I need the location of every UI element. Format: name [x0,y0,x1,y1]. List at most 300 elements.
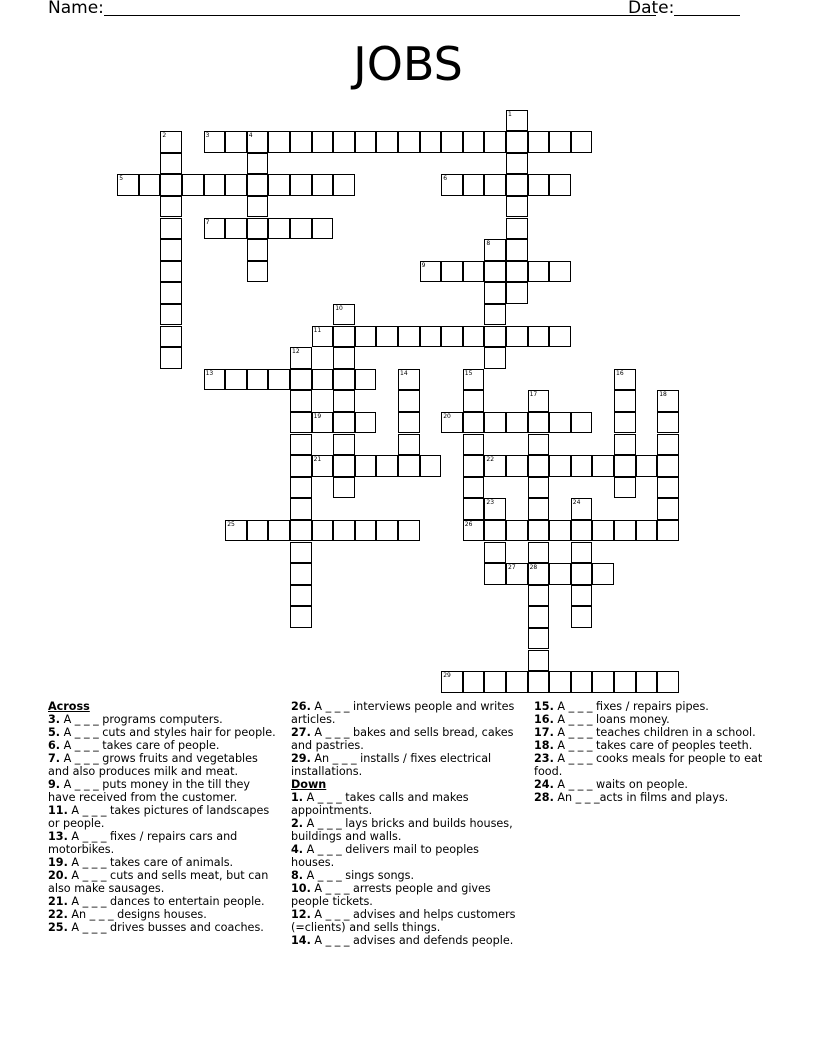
crossword-cell[interactable] [160,347,182,369]
crossword-cell[interactable] [636,520,658,542]
crossword-cell[interactable] [463,671,485,693]
crossword-cell[interactable] [441,174,463,196]
crossword-cell[interactable] [614,434,636,456]
crossword-cell[interactable] [528,434,550,456]
clue-number-label: 10. [291,882,311,895]
crossword-cell[interactable] [290,412,312,434]
crossword-cell[interactable] [333,477,355,499]
clue-text: A _ _ _ advises and defends people. [310,934,514,947]
crossword-cell[interactable] [268,218,290,240]
crossword-cell[interactable] [247,174,269,196]
crossword-cell[interactable] [398,412,420,434]
crossword-cell[interactable] [506,282,528,304]
crossword-cell[interactable] [420,326,442,348]
crossword-cell[interactable] [506,412,528,434]
clues-column-3 [534,700,766,804]
clue-number-label: 16. [534,713,554,726]
crossword-cell[interactable] [247,153,269,175]
clue-text: A _ _ _ interviews people and writes articles. [291,700,515,726]
crossword-cell[interactable] [463,369,485,391]
clue-number-label: 20. [48,869,68,882]
crossword-cell[interactable] [463,390,485,412]
clue-number-label: 5. [48,726,61,739]
clue-item [291,882,523,908]
crossword-cell[interactable] [528,390,550,412]
crossword-cell[interactable] [657,520,679,542]
crossword-cell[interactable] [528,585,550,607]
crossword-cell[interactable] [463,434,485,456]
page-title: JOBS [353,37,463,91]
clue-item [534,739,766,752]
crossword-cell[interactable] [571,606,593,628]
crossword-cell[interactable] [549,520,571,542]
crossword-cell[interactable] [592,563,614,585]
crossword-cell[interactable] [312,218,334,240]
crossword-cell[interactable] [592,455,614,477]
clue-text: An _ _ _ installs / fixes electrical installations. [291,752,492,778]
crossword-cell[interactable] [506,153,528,175]
clue-text: A _ _ _ takes care of animals. [67,856,234,869]
clue-item [291,700,523,726]
clue-text: A _ _ _ loans money. [553,713,670,726]
crossword-cell[interactable] [290,542,312,564]
clue-item [291,726,523,752]
crossword-cell[interactable] [268,174,290,196]
crossword-cell[interactable] [571,542,593,564]
crossword-cell[interactable] [312,520,334,542]
clue-number-label: 22. [48,908,68,921]
crossword-cell[interactable] [333,326,355,348]
clue-number: 5 [119,175,124,183]
crossword-cell[interactable] [225,174,247,196]
clue-item [48,726,280,739]
crossword-cell[interactable] [657,498,679,520]
clue-number-label: 28. [534,791,554,804]
crossword-cell[interactable] [355,412,377,434]
clue-number: 3 [205,132,210,140]
clue-number: 12 [292,348,300,356]
crossword-cell[interactable] [657,455,679,477]
clue-number-label: 2. [291,817,304,830]
crossword-cell[interactable] [463,174,485,196]
clue-text: A _ _ _ drives busses and coaches. [67,921,264,934]
crossword-cell[interactable] [484,326,506,348]
clue-text: A _ _ _ lays bricks and builds houses, buildings and walls. [291,817,513,843]
crossword-cell[interactable] [398,390,420,412]
clue-number: 20 [443,412,451,420]
clue-item [291,817,523,843]
crossword-cell[interactable] [614,671,636,693]
crossword-cell[interactable] [657,412,679,434]
crossword-cell[interactable] [463,477,485,499]
crossword-cell[interactable] [225,218,247,240]
crossword-cell[interactable] [333,369,355,391]
clue-text: A _ _ _ fixes / repairs cars and motorbikes. [48,830,238,856]
crossword-cell[interactable] [398,520,420,542]
crossword-cell[interactable] [355,326,377,348]
crossword-cell[interactable] [312,369,334,391]
crossword-cell[interactable] [614,455,636,477]
crossword-cell[interactable] [463,261,485,283]
crossword-cell[interactable] [312,455,334,477]
clue-item [48,869,280,895]
crossword-cell[interactable] [657,477,679,499]
clue-number: 7 [205,218,210,226]
crossword-cell[interactable] [506,239,528,261]
crossword-cell[interactable] [484,347,506,369]
clue-text: A _ _ _ cuts and styles hair for people. [60,726,276,739]
clue-number: 26 [464,520,473,528]
crossword-cell[interactable] [528,326,550,348]
crossword-cell[interactable] [247,520,269,542]
crossword-cell[interactable] [636,455,658,477]
crossword-cell[interactable] [549,563,571,585]
clue-item [48,895,280,908]
crossword-cell[interactable] [571,131,593,153]
crossword-cell[interactable] [484,304,506,326]
crossword-cell[interactable] [204,174,226,196]
crossword-cell[interactable] [355,131,377,153]
crossword-cell[interactable] [441,326,463,348]
clue-number-label: 26. [291,700,311,713]
crossword-cell[interactable] [247,131,269,153]
crossword-cell[interactable] [290,347,312,369]
crossword-cell[interactable] [247,239,269,261]
crossword-cell[interactable] [333,304,355,326]
crossword-cell[interactable] [549,326,571,348]
crossword-cell[interactable] [420,455,442,477]
clue-text: A _ _ _ teaches children in a school. [553,726,756,739]
crossword-cell[interactable] [290,218,312,240]
crossword-cell[interactable] [528,628,550,650]
crossword-cell[interactable] [225,131,247,153]
crossword-cell[interactable] [355,455,377,477]
crossword-cell[interactable] [506,671,528,693]
crossword-cell[interactable] [355,369,377,391]
clue-item [48,778,280,804]
clue-item [534,778,766,791]
crossword-cell[interactable] [247,369,269,391]
crossword-cell[interactable] [506,520,528,542]
crossword-cell[interactable] [441,131,463,153]
crossword-cell[interactable] [506,455,528,477]
crossword-cell[interactable] [484,671,506,693]
clue-number: 8 [486,240,491,248]
crossword-cell[interactable] [160,304,182,326]
clue-number: 16 [616,369,624,377]
crossword-cell[interactable] [528,174,550,196]
crossword-cell[interactable] [506,563,528,585]
clue-number: 17 [529,391,538,399]
crossword-cell[interactable] [182,174,204,196]
crossword-cell[interactable] [290,455,312,477]
crossword-cell[interactable] [592,520,614,542]
clue-item [291,843,523,869]
crossword-cell[interactable] [268,520,290,542]
clue-item [534,791,766,804]
crossword-cell[interactable] [463,412,485,434]
crossword-cell[interactable] [614,369,636,391]
crossword-cell[interactable] [290,498,312,520]
clue-item [48,713,280,726]
clue-number-label: 18. [534,739,554,752]
crossword-cell[interactable] [290,606,312,628]
clue-number: 27 [508,564,516,572]
crossword-cell[interactable] [333,520,355,542]
crossword-cell[interactable] [571,455,593,477]
crossword-cell[interactable] [420,261,442,283]
crossword-cell[interactable] [506,261,528,283]
crossword-cell[interactable] [204,218,226,240]
crossword-cell[interactable] [441,671,463,693]
crossword-cell[interactable] [657,434,679,456]
crossword-cell[interactable] [290,131,312,153]
crossword-cell[interactable] [571,563,593,585]
crossword-cell[interactable] [333,412,355,434]
clue-number: 9 [421,261,426,269]
crossword-cell[interactable] [355,520,377,542]
crossword-cell[interactable] [571,412,593,434]
crossword-cell[interactable] [657,671,679,693]
crossword-cell[interactable] [290,563,312,585]
clue-number-label: 3. [48,713,61,726]
crossword-cell[interactable] [290,520,312,542]
clue-item [48,921,280,934]
clue-item [48,830,280,856]
clue-number-label: 11. [48,804,68,817]
crossword-cell[interactable] [571,498,593,520]
clue-number-label: 14. [291,934,311,947]
crossword-cell[interactable] [506,174,528,196]
crossword-cell[interactable] [139,174,161,196]
crossword-cell[interactable] [376,326,398,348]
crossword-cell[interactable] [549,671,571,693]
clue-number-label: 9. [48,778,61,791]
crossword-cell[interactable] [398,455,420,477]
crossword-cell[interactable] [160,282,182,304]
crossword-cell[interactable] [549,455,571,477]
crossword-cell[interactable] [312,412,334,434]
crossword-cell[interactable] [571,520,593,542]
crossword-cell[interactable] [484,239,506,261]
crossword-cell[interactable] [247,218,269,240]
crossword-cell[interactable] [268,369,290,391]
crossword-cell[interactable] [312,326,334,348]
crossword-cell[interactable] [463,520,485,542]
crossword-cell[interactable] [528,542,550,564]
crossword-cell[interactable] [528,477,550,499]
clue-number: 15 [464,369,473,377]
crossword-cell[interactable] [290,434,312,456]
crossword-cell[interactable] [506,326,528,348]
crossword-cell[interactable] [398,326,420,348]
clue-number-label: 24. [534,778,554,791]
crossword-cell[interactable] [376,520,398,542]
clue-number: 11 [313,326,322,334]
crossword-cell[interactable] [528,563,550,585]
crossword-cell[interactable] [528,671,550,693]
crossword-cell[interactable] [441,261,463,283]
crossword-cell[interactable] [549,412,571,434]
crossword-cell[interactable] [333,390,355,412]
clue-number-label: 6. [48,739,61,752]
clue-number-label: 25. [48,921,68,934]
crossword-cell[interactable] [484,542,506,564]
crossword-cell[interactable] [420,131,442,153]
clue-item [291,791,523,817]
clue-text: An _ _ _acts in films and plays. [553,791,729,804]
crossword-cell[interactable] [376,131,398,153]
clue-number-label: 12. [291,908,311,921]
crossword-cell[interactable] [506,110,528,132]
crossword-cell[interactable] [160,131,182,153]
clue-number: 18 [659,391,667,399]
across-heading: Across [48,700,90,713]
crossword-cell[interactable] [484,131,506,153]
clue-number-label: 17. [534,726,554,739]
clue-text: A _ _ _ grows fruits and vegetables and also produces milk and meat. [48,752,258,778]
name-label: Name: [48,0,104,18]
crossword-cell[interactable] [160,196,182,218]
crossword-cell[interactable] [290,174,312,196]
crossword-cell[interactable] [484,261,506,283]
crossword-cell[interactable] [225,520,247,542]
crossword-cell[interactable] [484,282,506,304]
crossword-cell[interactable] [333,434,355,456]
clue-text: A _ _ _ takes care of people. [60,739,220,752]
crossword-cell[interactable] [657,390,679,412]
clue-number: 6 [443,175,448,183]
crossword-cell[interactable] [484,412,506,434]
clue-number-label: 4. [291,843,304,856]
crossword-cell[interactable] [333,455,355,477]
crossword-cell[interactable] [225,369,247,391]
crossword-cell[interactable] [268,131,290,153]
crossword-cell[interactable] [549,131,571,153]
crossword-cell[interactable] [290,477,312,499]
clue-number-label: 23. [534,752,554,765]
clue-number-label: 15. [534,700,554,713]
clue-item [48,739,280,752]
crossword-cell[interactable] [247,196,269,218]
clue-number-label: 29. [291,752,311,765]
crossword-cell[interactable] [528,650,550,672]
crossword-cell[interactable] [571,585,593,607]
crossword-cell[interactable] [484,520,506,542]
crossword-cell[interactable] [614,477,636,499]
crossword-cell[interactable] [463,131,485,153]
clue-item [534,726,766,739]
crossword-cell[interactable] [528,498,550,520]
clues-column-1 [48,700,280,934]
crossword-cell[interactable] [528,261,550,283]
clue-number: 10 [335,304,343,312]
crossword-cell[interactable] [160,261,182,283]
crossword-cell[interactable] [160,153,182,175]
crossword-cell[interactable] [463,455,485,477]
crossword-cell[interactable] [528,606,550,628]
clue-number: 25 [227,520,235,528]
crossword-cell[interactable] [247,261,269,283]
clue-text: A _ _ _ programs computers. [60,713,223,726]
clue-text: A _ _ _ fixes / repairs pipes. [553,700,709,713]
crossword-cell[interactable] [333,131,355,153]
crossword-cell[interactable] [484,563,506,585]
crossword-cell[interactable] [441,412,463,434]
crossword-cell[interactable] [484,174,506,196]
crossword-cell[interactable] [398,131,420,153]
crossword-cell[interactable] [614,412,636,434]
crossword-cell[interactable] [549,174,571,196]
crossword-cell[interactable] [463,498,485,520]
crossword-cell[interactable] [312,131,334,153]
clue-text: A _ _ _ bakes and sells bread, cakes and pastries. [291,726,514,752]
crossword-cell[interactable] [160,239,182,261]
clue-number-label: 8. [291,869,304,882]
crossword-cell[interactable] [484,498,506,520]
clue-number-label: 13. [48,830,68,843]
crossword-cell[interactable] [614,390,636,412]
crossword-cell[interactable] [204,369,226,391]
clue-item [534,752,766,778]
crossword-cell[interactable] [333,347,355,369]
crossword-cell[interactable] [506,196,528,218]
clue-item [48,752,280,778]
crossword-cell[interactable] [506,218,528,240]
crossword-cell[interactable] [528,131,550,153]
crossword-cell[interactable] [549,261,571,283]
crossword-cell[interactable] [484,455,506,477]
clue-number: 28 [529,564,538,572]
clue-number: 24 [572,499,581,507]
crossword-cell[interactable] [117,174,139,196]
clue-item [534,700,766,713]
clue-text: A _ _ _ takes pictures of landscapes or people. [48,804,270,830]
crossword-cell[interactable] [592,671,614,693]
crossword-cell[interactable] [312,174,334,196]
crossword-cell[interactable] [290,585,312,607]
clue-item [48,804,280,830]
crossword-cell[interactable] [204,131,226,153]
clue-text: An _ _ _ designs houses. [67,908,207,921]
crossword-cell[interactable] [398,369,420,391]
crossword-cell[interactable] [160,218,182,240]
clue-item [291,752,523,778]
clues-column-2 [291,700,523,947]
clue-number: 2 [162,132,167,140]
crossword-cell[interactable] [614,520,636,542]
clue-number-label: 1. [291,791,304,804]
crossword-cell[interactable] [160,174,182,196]
clue-text: A _ _ _ delivers mail to peoples houses. [291,843,480,869]
crossword-cell[interactable] [528,412,550,434]
clue-number: 4 [248,132,253,140]
crossword-cell[interactable] [290,369,312,391]
crossword-cell[interactable] [463,326,485,348]
clue-text: A _ _ _ arrests people and gives people tickets. [291,882,491,908]
clue-text: A _ _ _ takes calls and makes appointments. [291,791,469,817]
crossword-cell[interactable] [528,455,550,477]
crossword-cell[interactable] [333,174,355,196]
crossword-cell[interactable] [290,390,312,412]
crossword-cell[interactable] [571,671,593,693]
crossword-cell[interactable] [376,455,398,477]
crossword-cell[interactable] [506,131,528,153]
crossword-cell[interactable] [160,326,182,348]
crossword-cell[interactable] [636,671,658,693]
crossword-cell[interactable] [398,434,420,456]
crossword-cell[interactable] [528,520,550,542]
